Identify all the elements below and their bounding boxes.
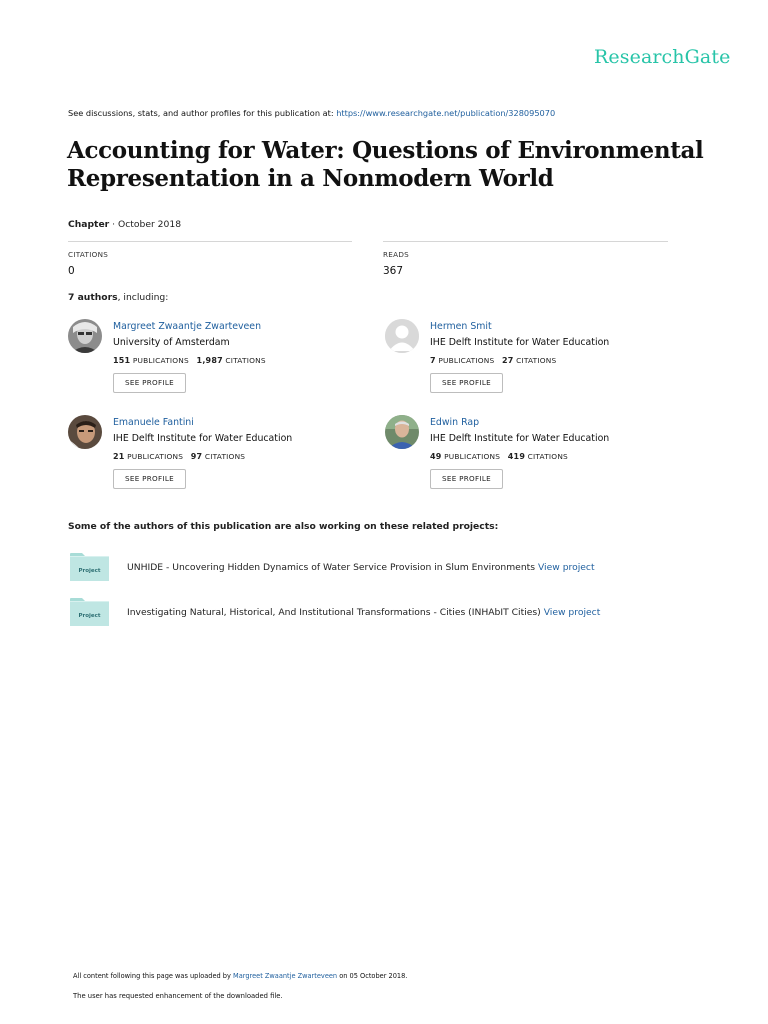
- citations-label: CITATIONS: [68, 250, 109, 259]
- publications-label: PUBLICATIONS: [438, 356, 495, 365]
- author-counts: [113, 356, 266, 365]
- publications-count: 151: [113, 356, 131, 365]
- author-photo-icon[interactable]: [68, 319, 102, 353]
- project-folder-icon: [70, 598, 109, 626]
- author-institution: IHE Delft Institute for Water Education: [430, 433, 610, 444]
- reads-value: 367: [383, 265, 404, 277]
- author-name-link[interactable]: Emanuele Fantini: [113, 417, 194, 428]
- see-profile-button[interactable]: SEE PROFILE: [430, 373, 503, 393]
- related-projects-heading: Some of the authors of this publication are also working on these related projects:: [68, 521, 499, 532]
- author-photo-icon[interactable]: [68, 415, 102, 449]
- uploader-link[interactable]: Margreet Zwaantje Zwarteveen: [233, 972, 338, 980]
- related-project-item: [70, 553, 690, 583]
- title-line-1: Accounting for Water: Questions of Environmental: [67, 137, 704, 164]
- project-icon-label: Project: [78, 613, 101, 619]
- author-photo-icon[interactable]: [385, 415, 419, 449]
- citations-count: 1,987: [196, 356, 223, 365]
- upload-suffix: on 05 October 2018.: [339, 972, 408, 980]
- publications-count: 21: [113, 452, 125, 461]
- title-line-2: Representation in a Nonmodern World: [67, 165, 554, 192]
- related-project-item: [70, 598, 690, 628]
- project-text: [127, 607, 600, 618]
- discussion-line: [68, 108, 555, 118]
- author-name-link[interactable]: Hermen Smit: [430, 321, 492, 332]
- author-institution: IHE Delft Institute for Water Education: [430, 337, 610, 348]
- author-card: [68, 415, 368, 505]
- reads-stat: [383, 241, 668, 277]
- citations-count: 419: [507, 452, 526, 461]
- enhancement-note: The user has requested enhancement of the downloaded file.: [73, 992, 283, 1000]
- upload-note: [73, 972, 407, 980]
- discussion-prefix: See discussions, stats, and author profiles for this publication at:: [68, 108, 334, 118]
- see-profile-button[interactable]: SEE PROFILE: [113, 373, 186, 393]
- author-card: [385, 415, 685, 505]
- project-text: [127, 562, 595, 573]
- author-card: [68, 319, 368, 409]
- citations-count-label: CITATIONS: [516, 356, 557, 365]
- view-project-link[interactable]: View project: [543, 607, 601, 618]
- citations-count: 27: [502, 356, 514, 365]
- see-profile-button[interactable]: SEE PROFILE: [113, 469, 186, 489]
- publications-count: 7: [430, 356, 436, 365]
- citations-count-label: CITATIONS: [527, 452, 568, 461]
- author-name-link[interactable]: Margreet Zwaantje Zwarteveen: [113, 321, 262, 332]
- author-name-link[interactable]: Edwin Rap: [430, 417, 480, 428]
- project-folder-icon: [70, 553, 109, 581]
- publications-count: 49: [430, 452, 442, 461]
- citations-count: 97: [190, 452, 203, 461]
- project-title: Investigating Natural, Historical, And Institutional Transformations - Cities (INHAbIT Cities): [127, 607, 541, 618]
- default-avatar-icon[interactable]: [385, 319, 419, 353]
- author-counts: [113, 452, 245, 461]
- authors-count-suffix: , including:: [117, 292, 169, 303]
- publications-label: PUBLICATIONS: [127, 452, 184, 461]
- citations-value: 0: [68, 265, 75, 277]
- researchgate-logo[interactable]: ResearchGate: [594, 46, 731, 68]
- view-project-link[interactable]: View project: [537, 562, 595, 573]
- project-title: UNHIDE - Uncovering Hidden Dynamics of Water Service Provision in Slum Environments: [127, 562, 536, 573]
- author-institution: IHE Delft Institute for Water Education: [113, 433, 293, 444]
- publications-label: PUBLICATIONS: [444, 452, 501, 461]
- publication-meta: [68, 219, 181, 230]
- meta-separator: ·: [109, 219, 118, 230]
- see-profile-button[interactable]: SEE PROFILE: [430, 469, 503, 489]
- citations-count-label: CITATIONS: [225, 356, 266, 365]
- authors-count-line: [68, 292, 168, 303]
- publication-title: [67, 137, 707, 193]
- publication-date: October 2018: [117, 219, 182, 230]
- author-counts: [430, 452, 568, 461]
- publication-url-link[interactable]: https://www.researchgate.net/publication/328095070: [336, 108, 556, 118]
- upload-prefix: All content following this page was uploaded by: [73, 972, 231, 980]
- publications-label: PUBLICATIONS: [132, 356, 189, 365]
- citations-count-label: CITATIONS: [204, 452, 246, 461]
- citations-stat: [68, 241, 352, 277]
- project-icon-label: Project: [78, 568, 101, 574]
- authors-count: 7 authors: [68, 292, 118, 303]
- author-card: [385, 319, 685, 409]
- author-counts: [430, 356, 556, 365]
- publication-type: Chapter: [68, 219, 110, 230]
- author-institution: University of Amsterdam: [113, 337, 230, 348]
- reads-label: READS: [383, 250, 410, 259]
